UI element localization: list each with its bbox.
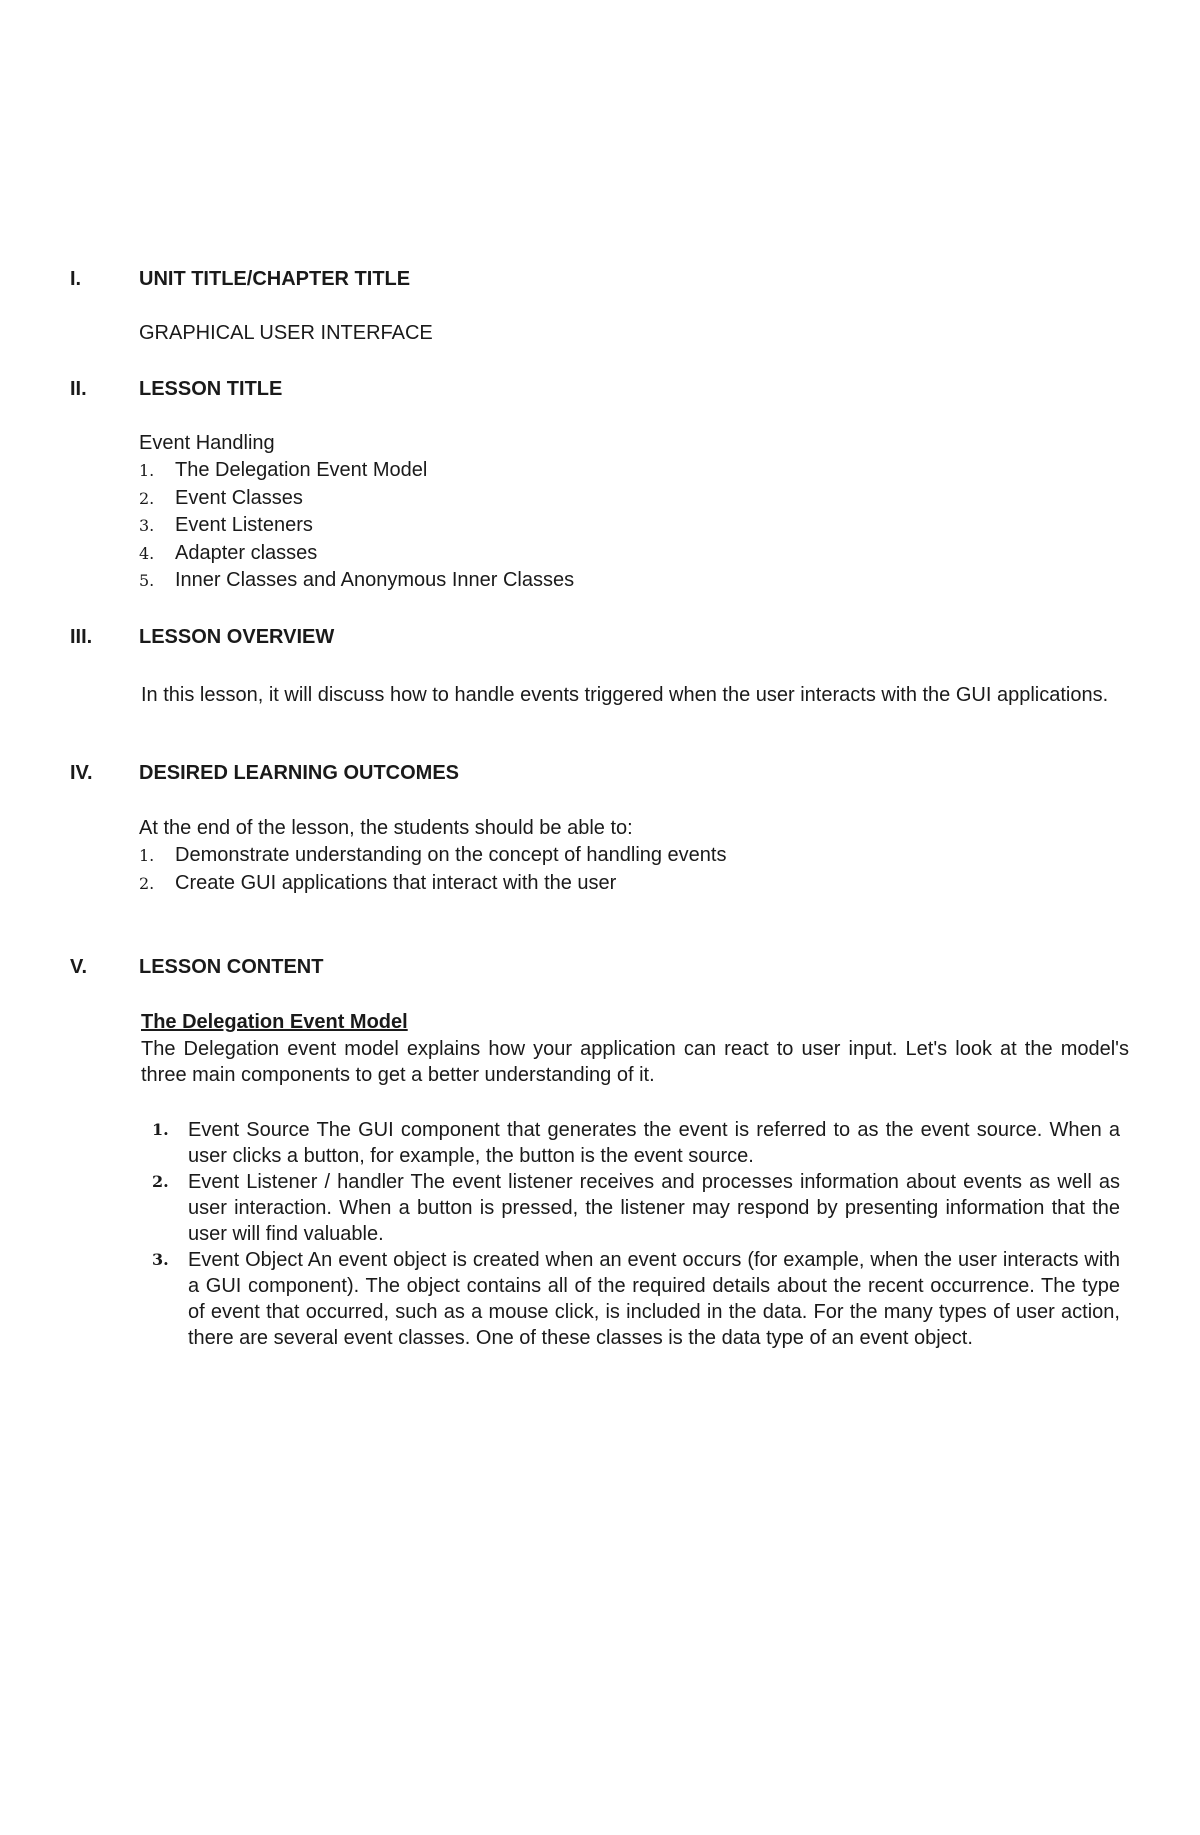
section-title: UNIT TITLE/CHAPTER TITLE	[139, 268, 411, 290]
list-item-text: Event Listener / handler The event listener receives and processes information about events as well as user interaction. When a button is pressed, the listener may respond by presenting information that the user will find valuable.	[188, 1171, 1120, 1245]
list-number: 1.	[139, 846, 155, 865]
section-heading-unit-title	[70, 265, 1130, 293]
list-number: 3.	[139, 516, 155, 535]
list-item-text: Inner Classes and Anonymous Inner Classes	[175, 569, 575, 591]
section-numeral: III.	[70, 626, 93, 648]
section-title: DESIRED LEARNING OUTCOMES	[139, 762, 460, 784]
section-heading-learning-outcomes	[70, 759, 1130, 787]
list-number: 1.	[139, 461, 155, 480]
list-item	[152, 1117, 1120, 1169]
section-numeral: IV.	[70, 762, 93, 784]
content-intro-text: The Delegation event model explains how your application can react to user input. Let's look at the model's three main components to get a better understanding of it.	[141, 1038, 1129, 1086]
list-item	[139, 842, 726, 870]
section-heading-lesson-title	[70, 375, 1130, 403]
list-item	[139, 870, 726, 898]
lesson-overview-text: In this lesson, it will discuss how to handle events triggered when the user interacts with the GUI applications.	[141, 684, 1109, 706]
list-item-text: Event Classes	[175, 486, 303, 509]
list-item	[139, 485, 574, 513]
list-item	[152, 1169, 1120, 1247]
learning-outcomes-intro: At the end of the lesson, the students should be able to:	[139, 817, 633, 839]
list-item	[152, 1247, 1120, 1351]
list-item-text: Create GUI applications that interact with the user	[175, 871, 617, 894]
list-item-text: The Delegation Event Model	[175, 459, 428, 481]
content-subheading: The Delegation Event Model	[141, 1011, 408, 1033]
section-heading-lesson-content	[70, 953, 1130, 981]
list-number: 2.	[139, 873, 155, 893]
learning-outcomes-list	[139, 842, 726, 897]
list-number: 3.	[152, 1250, 169, 1269]
section-numeral: I.	[70, 268, 82, 290]
section-title: LESSON CONTENT	[139, 956, 324, 978]
list-number: 4.	[139, 543, 155, 563]
list-item-text: Adapter classes	[175, 541, 318, 564]
list-item-text: Event Object An event object is created when an event occurs (for example, when the user interacts with a GUI component). The object contains all of the required details about the recent occurrence. The type of event that occurred, such as a mouse click, is included in the data. For the many types of user action, there are several event classes. One of these classes is the data type of an event object.	[188, 1249, 1120, 1349]
list-number: 5.	[139, 571, 155, 590]
section-numeral: V.	[70, 956, 88, 978]
unit-title-text: GRAPHICAL USER INTERFACE	[139, 322, 433, 344]
list-item-text: Event Source The GUI component that generates the event is referred to as the event source. When a user clicks a button, for example, the button is the event source.	[188, 1119, 1120, 1167]
list-item	[139, 567, 574, 595]
section-title: LESSON OVERVIEW	[139, 626, 335, 648]
list-number: 2.	[152, 1172, 169, 1191]
list-item-text: Demonstrate understanding on the concept of handling events	[175, 844, 727, 866]
list-item	[139, 512, 574, 540]
list-item	[139, 457, 574, 485]
content-component-list	[152, 1117, 1120, 1351]
section-heading-lesson-overview	[70, 623, 1130, 651]
section-title: LESSON TITLE	[139, 378, 283, 400]
lesson-name: Event Handling	[139, 432, 275, 454]
lesson-topic-list	[139, 457, 574, 595]
list-item-text: Event Listeners	[175, 514, 313, 536]
section-numeral: II.	[70, 378, 87, 400]
list-number: 1.	[152, 1120, 169, 1139]
list-number: 2.	[139, 488, 155, 508]
list-item	[139, 540, 574, 568]
